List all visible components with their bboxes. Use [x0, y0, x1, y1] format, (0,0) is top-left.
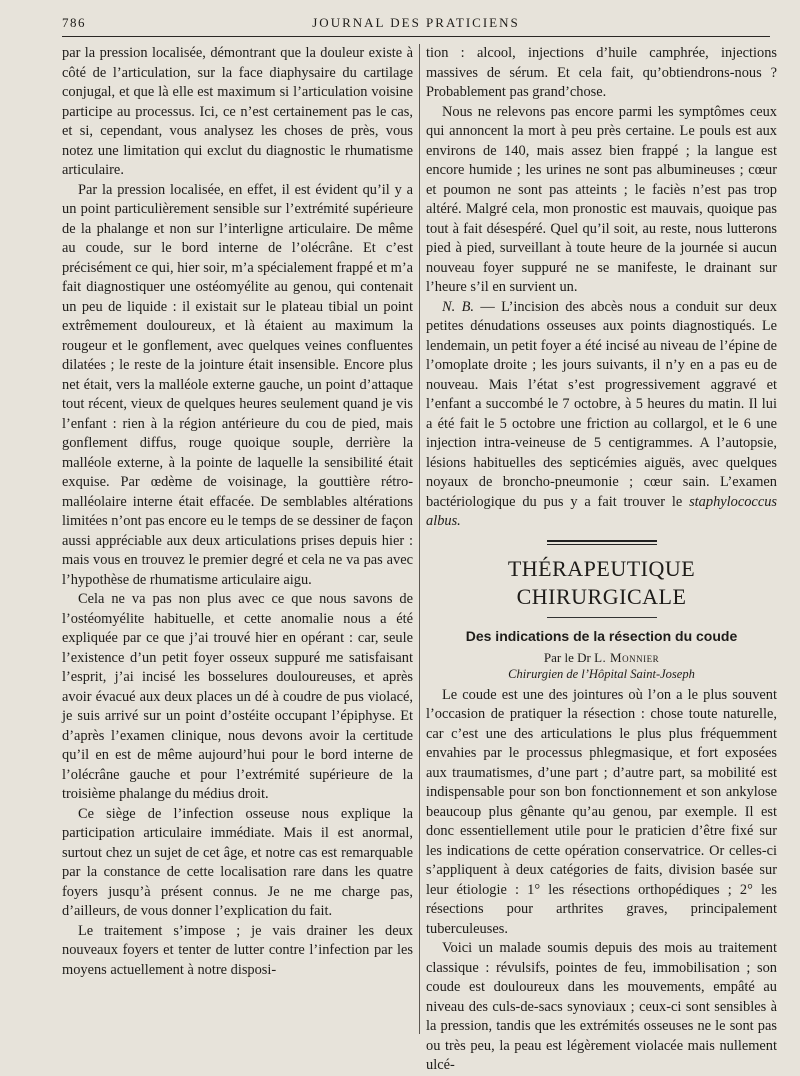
byline-prefix: Par le Dr — [543, 649, 591, 665]
running-header — [62, 10, 770, 37]
paragraph: Par la pression localisée, en effet, il est évident qu’il y a un point particulièrement sensible sur l’extrémité supérieure de la phalange et non sur l’interligne articulaire. De même au coude, sur le bord interne de l’olécrâne. Et c’est précisément ce qui, hier soir, m’a spécialement frappé et m’a fait diagnostiquer une ostéomyélite au genou, qui contenait un peu de liquide : il existait sur le plateau tibial un point extrêmement douloureux, et là étaient au maximum la rougeur et le gonflement, avec quelques veines confluentes dilatées ; le reste de la jointure était insensible. Encore plus net était, vers la malléole externe gauche, un point d’attaque tout récent, vieux de quelques heures seulement quand je vis l’enfant : rien à la région antérieure du cou de pied, mais gonflement diffus, rouge quoique souple, derrière la malléole externe, à la pointe de laquelle la sensibilité était exquise. Par œdème de voisinage, la gouttière rétro-malléolaire interne était effacée. De semblables altérations limitées n’ont pas encore eu le temps de se dessiner de façon aussi appréciable aux deux articulations prises depuis hier : mais vous en trouvez le premier degré et cela ne va pas avec l’hypothèse de rhumatisme articulaire aigu. — [62, 181, 413, 588]
author-name: L. Monnier — [594, 649, 660, 665]
nota-bene-paragraph — [426, 298, 777, 532]
paragraph: Voici un malade soumis depuis des mois au traitement classique : révulsifs, pointes de feu, immobilisation ; son coude est douloureux dans les mouvements, empâté au niveau des culs-de-sacs synoviaux ; ceux-ci sont sensibles à la pression, tandis que les extrémités osseuses ne le sont pas ou très peu, la peau est légèrement violacée mais nullement ulcé- — [426, 940, 777, 1073]
left-column — [62, 44, 413, 980]
nota-bene-text: — L’incision des abcès nous a conduit sur deux petites dénudations osseuses aux points diagnostiqués. Le lendemain, un petit foyer a été incisé au niveau de l’épine de l’omoplate droite ; les jours suivants, il n’y en a pas eu de nouveau. Mais l’état s’est progressivement aggravé et l’enfant a succombé le 7 octobre, à 5 heures du matin. Il lui a été fait le 5 octobre une friction au collargol, et le 6 une injection intra-veineuse de 5 centigrammes. A l’autopsie, lésions habituelles des septicémies aiguës, avec quelques noyaux de broncho-pneumonie ; cœur sain. L’examen bactériologique du pus y a fait trouver le — [426, 298, 777, 510]
paragraph: Cela ne va pas non plus avec ce que nous savons de l’ostéomyélite habituelle, et cette anomalie nous a été expliquée par ce que j’ai trouvé hier en opérant : car, seule l’existence d’un petit foyer osseux suppuré me satisfaisant l’esprit, j’ai incisé les bosselures douloureuses, et après avoir évacué aux deux places un dé à coudre de pus violacé, je suis arrivé sur un point d’ostéite occupant l’épiphyse. Et d’après l’examen clinique, nous devons avoir la certitude qu’il en est de même aujourd’hui pour le bord interne de l’olécrâne gauche et pour l’extrémité supérieure de la troisième phalange du médius droit. — [62, 591, 413, 802]
section-title: THÉRAPEUTIQUE CHIRURGICALE — [507, 555, 696, 609]
section-title-rule — [547, 617, 657, 618]
paragraph: tion : alcool, injections d’huile camphrée, injections massives de sérum. Et cela fait, qu’obtiendrons-nous ? Probablement pas grand’chose. — [426, 45, 777, 100]
journal-title: JOURNAL DES PRATICIENS — [312, 15, 520, 30]
paragraph: Nous ne relevons pas encore parmi les symptômes ceux qui annoncent la mort à peu près certaine. Le pouls est aux environs de 140, mais assez bien frappé ; la langue est encore humide ; les urines ne sont pas albumineuses ; cœur et poumon ne sont pas atteints ; le faciès n’est pas trop altéré. Malgré cela, mon pronostic est mauvais, quoique pas tout à fait désespéré. Quel qu’il soit, au reste, nous lutterons pied à pied, surveillant à toute heure de la journée si aucun nouveau foyer suppuré ne se manifeste, le drainant sur l’heure s’il en survient un. — [426, 103, 777, 295]
paragraph: Le coude est une des jointures où l’on a le plus souvent l’occasion de pratiquer la résection : chose toute naturelle, car c’est une des articulations le plus plus fréquemment envahies par le processus phlegmasique, et fort exposées aux traumatismes, d’une part ; d’autre part, sa mobilité est indispensable pour son bon fonctionnement et son ankylose beaucoup plus gênante qu’au genou, par exemple. Il est donc essentiellement utile pour le praticien d’être fixé sur les indications de cette opération conservatrice. Or celles-ci s’appliquent à deux catégories de faits, division basée sur leur étiologie : 1° les résections orthopédiques ; 2° les résections pour arthrites graves, principalement tuberculeuses. — [426, 686, 777, 937]
section-separator — [547, 540, 657, 545]
page-number: 786 — [62, 15, 86, 30]
right-column — [426, 44, 777, 1076]
nota-bene-label: N. B. — [442, 298, 474, 315]
column-divider — [419, 44, 420, 1034]
paragraph: Le traitement s’impose ; je vais drainer les deux nouveaux foyers et tenter de lutter contre l’infection par les moyens actuellement à notre disposi- — [62, 922, 413, 978]
article-title: Des indications de la résection du coude — [465, 627, 738, 644]
author-affiliation: Chirurgien de l’Hôpital Saint-Joseph — [508, 666, 695, 681]
bacterium-name: staphylococcus albus. — [426, 493, 777, 529]
paragraph: par la pression localisée, démontrant que la douleur existe à côté de l’articulation, sur la face diaphysaire du cartilage conjugal, et que là elle est maximum si l’articulation voisine participe au processus. Ici, ce n’est certainement pas le cas, et si, cependant, vous analysez les choses de près, vous notez une limitation qui exclut du diagnostic le rhumatisme articulaire. — [62, 45, 413, 178]
byline — [426, 650, 777, 666]
paragraph: Ce siège de l’infection osseuse nous explique la participation articulaire immédiate. Mais il est anormal, surtout chez un sujet de cet âge, et notre cas est remarquable par la constance de cette localisation rare dans les quatre foyers jusqu’à présent connus. Je ne me charge pas, d’ailleurs, de vous donner l’explication du fait. — [62, 805, 413, 919]
